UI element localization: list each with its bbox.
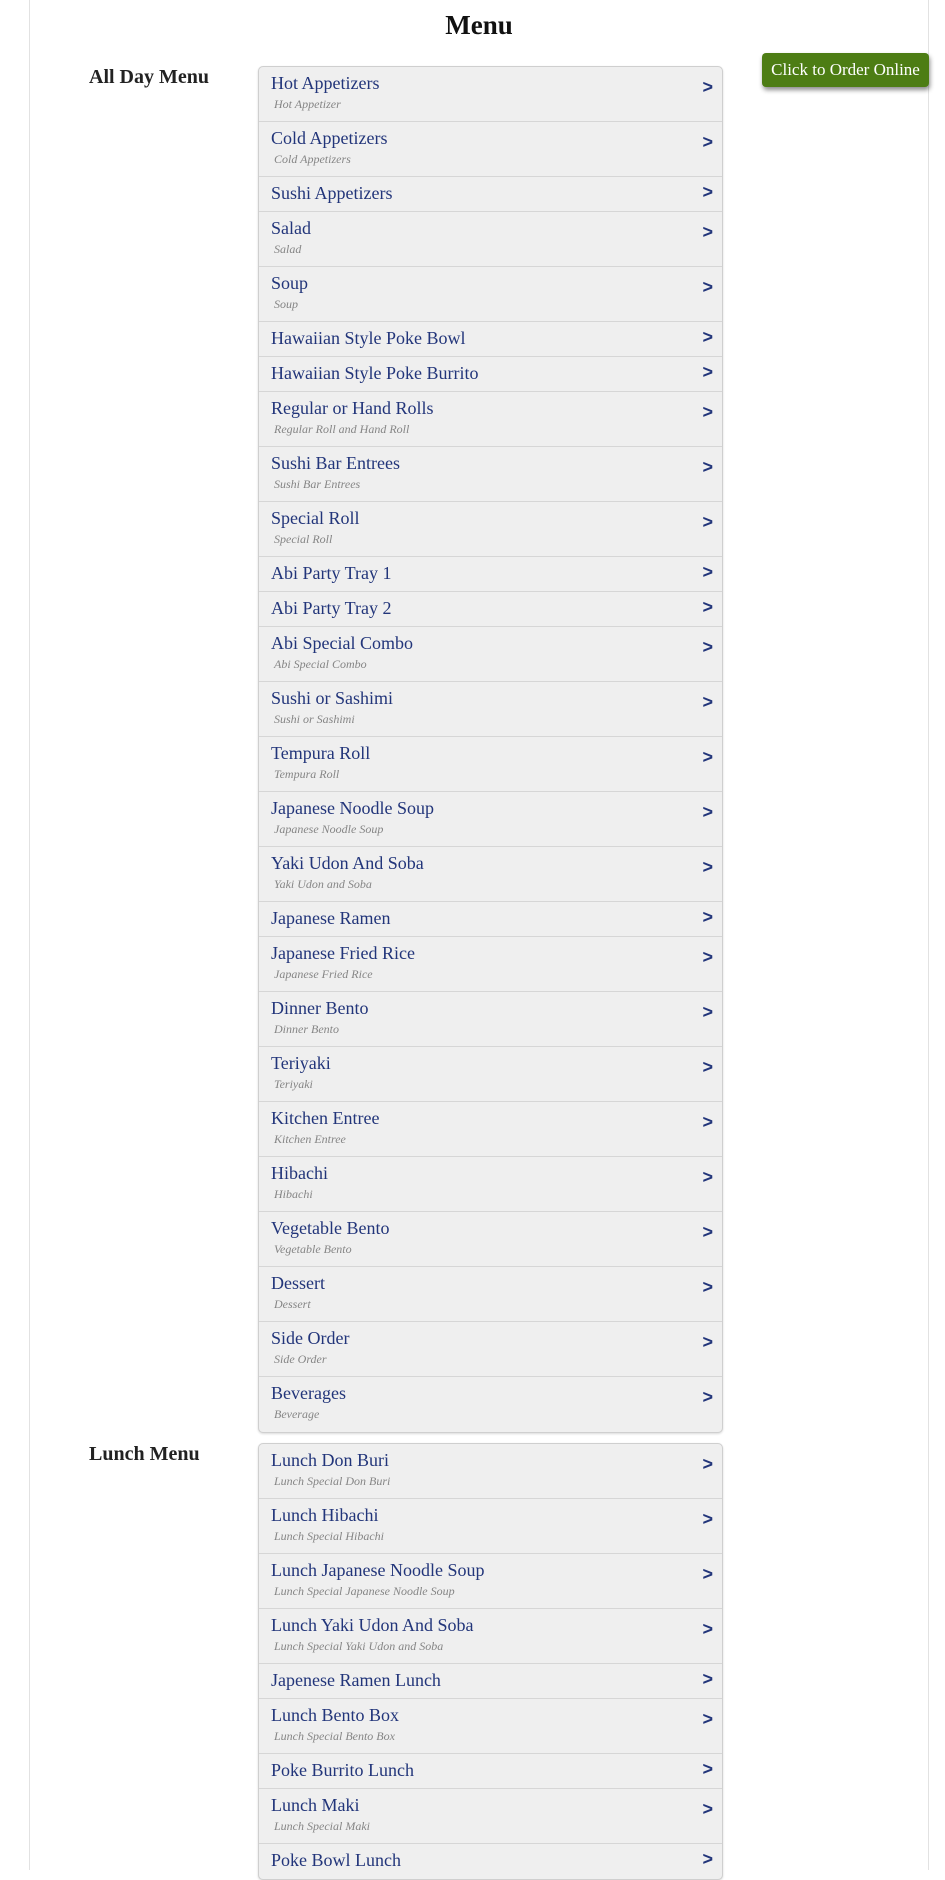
menu-item-name: Sushi or Sashimi <box>271 688 394 708</box>
menu-item-name: Poke Bowl Lunch <box>271 1850 401 1870</box>
all-day-menu-list <box>258 66 723 1433</box>
chevron-right-icon: > <box>702 637 713 657</box>
menu-item-description: Regular Roll and Hand Roll <box>274 422 410 436</box>
menu-item-description: Abi Special Combo <box>274 657 367 671</box>
menu-item[interactable] <box>259 322 722 357</box>
menu-item-name: Dinner Bento <box>271 998 369 1018</box>
chevron-right-icon: > <box>702 1057 713 1077</box>
menu-item-description: Tempura Roll <box>274 767 340 781</box>
menu-item-description: Lunch Special Maki <box>274 1819 370 1833</box>
chevron-right-icon: > <box>702 182 713 202</box>
lunch-menu-list <box>258 1443 723 1880</box>
menu-item-name: Lunch Japanese Noodle Soup <box>271 1560 485 1580</box>
menu-item[interactable] <box>259 177 722 212</box>
menu-item-name: Abi Party Tray 1 <box>271 563 392 583</box>
menu-item-name: Poke Burrito Lunch <box>271 1760 414 1780</box>
order-online-button[interactable]: Click to Order Online <box>762 53 929 87</box>
chevron-right-icon: > <box>702 1112 713 1132</box>
menu-item[interactable] <box>259 592 722 627</box>
menu-item-name: Side Order <box>271 1328 350 1348</box>
menu-item[interactable] <box>259 1322 722 1377</box>
menu-item[interactable] <box>259 792 722 847</box>
menu-item[interactable] <box>259 682 722 737</box>
chevron-right-icon: > <box>702 1669 713 1689</box>
chevron-right-icon: > <box>702 1387 713 1407</box>
menu-item-description: Teriyaki <box>274 1077 313 1091</box>
menu-item-name: Japanese Fried Rice <box>271 943 415 963</box>
menu-item[interactable] <box>259 1844 722 1879</box>
chevron-right-icon: > <box>702 802 713 822</box>
menu-item-description: Dinner Bento <box>274 1022 339 1036</box>
menu-item-name: Abi Party Tray 2 <box>271 598 392 618</box>
menu-item-name: Dessert <box>271 1273 325 1293</box>
menu-item-name: Vegetable Bento <box>271 1218 390 1238</box>
chevron-right-icon: > <box>702 1619 713 1639</box>
menu-item-description: Lunch Special Hibachi <box>274 1529 384 1543</box>
menu-item-description: Hot Appetizer <box>274 97 341 111</box>
menu-item-description: Sushi or Sashimi <box>274 712 355 726</box>
menu-item[interactable] <box>259 627 722 682</box>
menu-item[interactable] <box>259 847 722 902</box>
menu-item-name: Lunch Maki <box>271 1795 360 1815</box>
menu-item-description: Dessert <box>274 1297 311 1311</box>
menu-item[interactable] <box>259 1609 722 1664</box>
menu-item[interactable] <box>259 122 722 177</box>
menu-item[interactable] <box>259 392 722 447</box>
menu-item-description: Soup <box>274 297 298 311</box>
menu-item-description: Lunch Special Yaki Udon and Soba <box>274 1639 444 1653</box>
menu-item[interactable] <box>259 357 722 392</box>
menu-item-name: Cold Appetizers <box>271 128 388 148</box>
chevron-right-icon: > <box>702 222 713 242</box>
menu-item[interactable] <box>259 1377 722 1432</box>
menu-item-name: Hawaiian Style Poke Burrito <box>271 363 479 383</box>
menu-item[interactable] <box>259 1047 722 1102</box>
chevron-right-icon: > <box>702 562 713 582</box>
chevron-right-icon: > <box>702 857 713 877</box>
chevron-right-icon: > <box>702 1002 713 1022</box>
menu-item-name: Lunch Bento Box <box>271 1705 399 1725</box>
menu-item-description: Yaki Udon and Soba <box>274 877 372 891</box>
menu-item-name: Beverages <box>271 1383 346 1403</box>
chevron-right-icon: > <box>702 1222 713 1242</box>
menu-item-name: Sushi Bar Entrees <box>271 453 400 473</box>
menu-item[interactable] <box>259 992 722 1047</box>
chevron-right-icon: > <box>702 1332 713 1352</box>
menu-item[interactable] <box>259 1554 722 1609</box>
menu-item-name: Yaki Udon And Soba <box>271 853 424 873</box>
chevron-right-icon: > <box>702 277 713 297</box>
menu-item[interactable] <box>259 1102 722 1157</box>
section-title-all-day: All Day Menu <box>89 66 209 88</box>
chevron-right-icon: > <box>702 1454 713 1474</box>
menu-item[interactable] <box>259 502 722 557</box>
menu-item[interactable] <box>259 937 722 992</box>
menu-item-name: Tempura Roll <box>271 743 371 763</box>
menu-item-name: Japenese Ramen Lunch <box>271 1670 441 1690</box>
menu-item[interactable] <box>259 1664 722 1699</box>
menu-item-description: Lunch Special Don Buri <box>274 1474 391 1488</box>
menu-item[interactable] <box>259 212 722 267</box>
chevron-right-icon: > <box>702 132 713 152</box>
menu-item[interactable] <box>259 67 722 122</box>
menu-item[interactable] <box>259 1212 722 1267</box>
menu-item-description: Japanese Noodle Soup <box>274 822 384 836</box>
menu-item-description: Side Order <box>274 1352 327 1366</box>
menu-item[interactable] <box>259 1754 722 1789</box>
menu-item-name: Lunch Don Buri <box>271 1450 389 1470</box>
chevron-right-icon: > <box>702 1564 713 1584</box>
menu-item-name: Lunch Hibachi <box>271 1505 379 1525</box>
menu-item-description: Special Roll <box>274 532 333 546</box>
menu-item[interactable] <box>259 1444 722 1499</box>
menu-item-name: Soup <box>271 273 309 293</box>
menu-item[interactable] <box>259 902 722 937</box>
chevron-right-icon: > <box>702 1509 713 1529</box>
menu-item-name: Japanese Noodle Soup <box>271 798 434 818</box>
menu-item[interactable] <box>259 557 722 592</box>
chevron-right-icon: > <box>702 362 713 382</box>
menu-item-description: Salad <box>274 242 302 256</box>
chevron-right-icon: > <box>702 747 713 767</box>
page-title: Menu <box>445 10 513 40</box>
menu-item-name: Salad <box>271 218 311 238</box>
menu-item-description: Beverage <box>274 1407 320 1421</box>
menu-item[interactable] <box>259 267 722 322</box>
chevron-right-icon: > <box>702 77 713 97</box>
menu-item-name: Sushi Appetizers <box>271 183 393 203</box>
chevron-right-icon: > <box>702 1849 713 1869</box>
chevron-right-icon: > <box>702 947 713 967</box>
chevron-right-icon: > <box>702 1759 713 1779</box>
menu-item[interactable] <box>259 1157 722 1212</box>
chevron-right-icon: > <box>702 1167 713 1187</box>
chevron-right-icon: > <box>702 907 713 927</box>
menu-item-description: Cold Appetizers <box>274 152 351 166</box>
menu-item-description: Hibachi <box>274 1187 313 1201</box>
chevron-right-icon: > <box>702 457 713 477</box>
menu-item-name: Hawaiian Style Poke Bowl <box>271 328 466 348</box>
chevron-right-icon: > <box>702 402 713 422</box>
menu-item-description: Sushi Bar Entrees <box>274 477 361 491</box>
menu-item-description: Kitchen Entree <box>274 1132 346 1146</box>
menu-item[interactable] <box>259 1699 722 1754</box>
menu-item-name: Teriyaki <box>271 1053 331 1073</box>
menu-item-description: Japanese Fried Rice <box>274 967 373 981</box>
chevron-right-icon: > <box>702 512 713 532</box>
menu-item-description: Lunch Special Japanese Noodle Soup <box>274 1584 455 1598</box>
chevron-right-icon: > <box>702 327 713 347</box>
menu-item[interactable] <box>259 1789 722 1844</box>
menu-item[interactable] <box>259 1267 722 1322</box>
menu-item[interactable] <box>259 447 722 502</box>
menu-item-name: Regular or Hand Rolls <box>271 398 434 418</box>
menu-item[interactable] <box>259 1499 722 1554</box>
menu-item[interactable] <box>259 737 722 792</box>
section-title-lunch: Lunch Menu <box>89 1443 200 1465</box>
menu-item-name: Hibachi <box>271 1163 328 1183</box>
menu-item-name: Lunch Yaki Udon And Soba <box>271 1615 474 1635</box>
menu-item-description: Lunch Special Bento Box <box>274 1729 395 1743</box>
menu-item-description: Vegetable Bento <box>274 1242 352 1256</box>
menu-item-name: Japanese Ramen <box>271 908 391 928</box>
menu-item-name: Abi Special Combo <box>271 633 413 653</box>
menu-item-name: Kitchen Entree <box>271 1108 380 1128</box>
chevron-right-icon: > <box>702 1709 713 1729</box>
chevron-right-icon: > <box>702 597 713 617</box>
menu-item-name: Special Roll <box>271 508 360 528</box>
menu-item-name: Hot Appetizers <box>271 73 380 93</box>
chevron-right-icon: > <box>702 692 713 712</box>
chevron-right-icon: > <box>702 1799 713 1819</box>
chevron-right-icon: > <box>702 1277 713 1297</box>
page-container <box>29 0 929 1870</box>
